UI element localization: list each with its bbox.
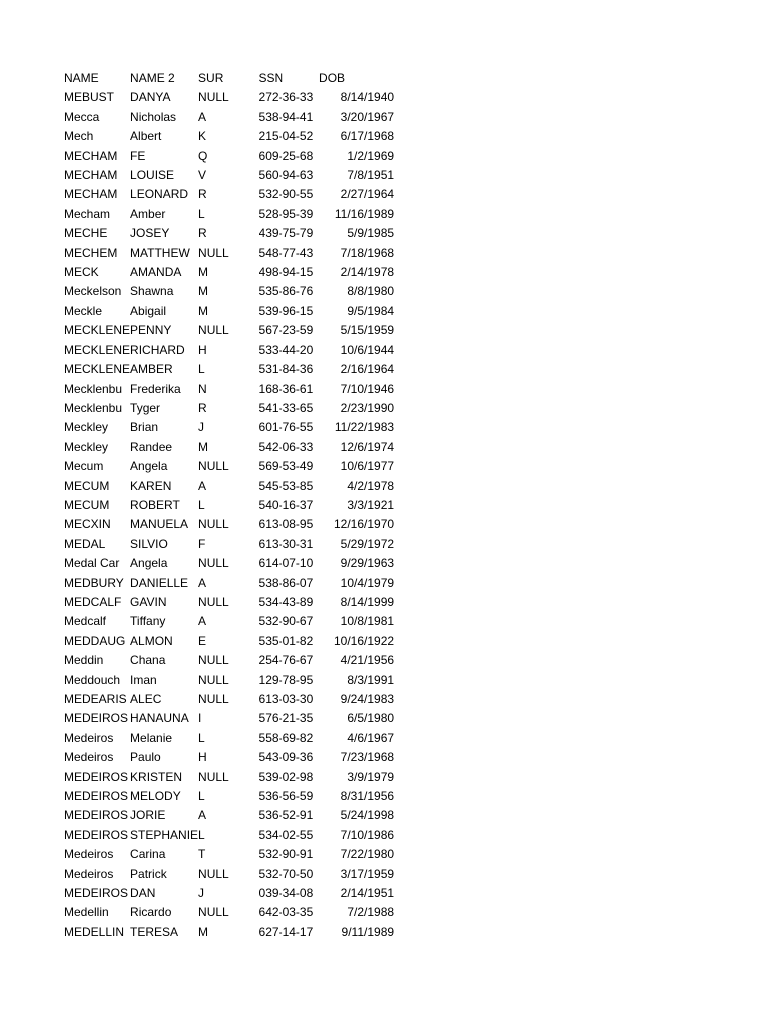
cell-name-2[interactable]: Paulo xyxy=(130,750,161,765)
cell-name-2[interactable]: Angela xyxy=(130,556,168,571)
cell-sur[interactable]: L xyxy=(198,362,205,377)
cell-sur[interactable]: L xyxy=(198,206,205,221)
cell-name[interactable]: MEDEIROS xyxy=(64,711,129,726)
cell-ssn[interactable]: 545-53-85 xyxy=(258,478,314,493)
cell-sur[interactable]: A xyxy=(198,614,207,629)
table-row xyxy=(64,321,394,340)
cell-ssn[interactable]: 532-90-55 xyxy=(258,187,314,202)
cell-sur[interactable]: NULL xyxy=(198,459,229,474)
cell-name-2[interactable]: Iman xyxy=(130,672,157,687)
cell-name[interactable]: MEDEIROS xyxy=(64,769,129,784)
cell-sur[interactable]: R xyxy=(198,187,207,202)
cell-name-2[interactable]: RICHARD xyxy=(130,342,185,357)
cell-name[interactable]: MECKLENE xyxy=(64,342,131,357)
table-row xyxy=(64,632,394,651)
cell-dob[interactable]: 9/5/1984 xyxy=(347,303,395,318)
cell-ssn[interactable]: 535-86-76 xyxy=(258,284,314,299)
cell-name-2[interactable]: JORIE xyxy=(130,808,166,823)
cell-sur[interactable]: E xyxy=(198,633,207,648)
cell-name[interactable]: MEDEIROS xyxy=(64,808,129,823)
cell-dob[interactable]: 10/16/1922 xyxy=(333,633,395,648)
cell-ssn[interactable]: 533-44-20 xyxy=(258,342,314,357)
cell-sur[interactable]: NULL xyxy=(198,653,229,668)
header-ssn[interactable]: SSN xyxy=(258,71,284,85)
table-row xyxy=(64,380,394,399)
cell-ssn[interactable]: 543-09-36 xyxy=(258,750,314,765)
cell-ssn[interactable]: 539-02-98 xyxy=(258,769,314,784)
cell-ssn[interactable]: 535-01-82 xyxy=(258,633,314,648)
cell-ssn[interactable]: 534-43-89 xyxy=(258,594,314,609)
cell-name-2[interactable]: Frederika xyxy=(130,381,181,396)
cell-sur[interactable]: J xyxy=(198,886,205,901)
header-name[interactable]: NAME xyxy=(64,71,99,85)
cell-dob[interactable]: 8/14/1940 xyxy=(340,90,395,105)
table-row xyxy=(64,806,394,825)
table-row xyxy=(64,515,394,534)
cell-name-2[interactable]: HANAUNA xyxy=(130,711,189,726)
cell-ssn[interactable]: 558-69-82 xyxy=(258,730,314,745)
cell-name[interactable]: MEBUST xyxy=(64,90,115,105)
cell-sur[interactable]: NULL xyxy=(198,517,229,532)
table-row xyxy=(64,748,394,767)
cell-ssn[interactable]: 613-03-30 xyxy=(258,692,314,706)
cell-name[interactable]: MECKLENE xyxy=(64,323,131,338)
cell-ssn[interactable]: 560-94-63 xyxy=(258,168,314,183)
cell-dob[interactable]: 6/17/1968 xyxy=(340,129,395,144)
cell-sur[interactable]: NULL xyxy=(198,866,229,881)
cell-name[interactable]: Meckle xyxy=(64,303,103,318)
cell-dob[interactable]: 8/8/1980 xyxy=(347,284,395,299)
cell-sur[interactable]: A xyxy=(198,478,207,493)
cell-dob[interactable]: 9/11/1989 xyxy=(341,924,395,939)
cell-name[interactable]: MECHAM xyxy=(64,168,118,183)
cell-name-2[interactable]: Chana xyxy=(130,653,166,668)
cell-sur[interactable]: V xyxy=(198,168,207,183)
cell-name-2[interactable]: TERESA xyxy=(130,924,179,939)
cell-dob[interactable]: 7/18/1968 xyxy=(340,245,395,260)
cell-dob[interactable]: 4/21/1956 xyxy=(340,653,395,668)
cell-dob[interactable]: 9/24/1983 xyxy=(340,692,395,706)
table-row xyxy=(64,826,394,845)
cell-dob[interactable]: 2/16/1964 xyxy=(340,362,395,377)
cell-name[interactable]: Medeiros xyxy=(64,730,114,745)
cell-sur[interactable]: A xyxy=(198,575,207,590)
table-row xyxy=(64,457,394,476)
table-row xyxy=(64,88,394,107)
cell-sur[interactable]: L xyxy=(198,497,205,512)
cell-ssn[interactable]: 439-75-79 xyxy=(258,226,314,241)
table-row xyxy=(64,535,394,554)
cell-dob[interactable]: 2/14/1978 xyxy=(340,265,395,280)
cell-name-2[interactable]: STEPHANIE xyxy=(130,827,199,842)
cell-name-2[interactable]: Tyger xyxy=(130,400,161,415)
cell-ssn[interactable]: 539-96-15 xyxy=(258,303,314,318)
cell-name[interactable]: Medellin xyxy=(64,905,109,920)
cell-dob[interactable]: 8/31/1956 xyxy=(340,789,395,804)
cell-ssn[interactable]: 168-36-61 xyxy=(258,381,314,396)
cell-ssn[interactable]: 498-94-15 xyxy=(258,265,314,280)
cell-name-2[interactable]: Ricardo xyxy=(130,905,172,920)
cell-name[interactable]: Meckley xyxy=(64,439,109,454)
cell-name-2[interactable]: KAREN xyxy=(130,478,172,493)
cell-ssn[interactable]: 528-95-39 xyxy=(258,206,314,221)
cell-name-2[interactable]: PENNY xyxy=(130,323,172,338)
cell-name-2[interactable]: Carina xyxy=(130,847,166,862)
cell-dob[interactable]: 8/3/1991 xyxy=(347,672,395,687)
cell-name-2[interactable]: DAN xyxy=(130,886,156,901)
cell-dob[interactable]: 7/2/1988 xyxy=(347,905,395,920)
records-table xyxy=(64,69,394,942)
cell-name-2[interactable]: AMANDA xyxy=(130,265,182,280)
header-sur[interactable]: SUR xyxy=(198,71,224,85)
cell-name[interactable]: Meddin xyxy=(64,653,104,668)
cell-dob[interactable]: 6/5/1980 xyxy=(347,711,395,726)
cell-sur[interactable]: L xyxy=(198,730,205,745)
cell-name[interactable]: Mecham xyxy=(64,206,111,221)
cell-ssn[interactable]: 532-90-67 xyxy=(258,614,314,629)
cell-name[interactable]: MEDBURY xyxy=(64,575,124,590)
cell-dob[interactable]: 5/15/1959 xyxy=(340,323,395,338)
cell-sur[interactable]: M xyxy=(198,303,209,318)
cell-name-2[interactable]: Melanie xyxy=(130,730,173,745)
cell-name-2[interactable]: MANUELA xyxy=(130,517,189,532)
cell-name[interactable]: Mecklenbu xyxy=(64,381,123,396)
cell-name[interactable]: MEDEIROS xyxy=(64,827,129,842)
cell-ssn[interactable]: 609-25-68 xyxy=(258,148,314,163)
cell-sur[interactable]: F xyxy=(198,536,206,551)
cell-dob[interactable]: 3/17/1959 xyxy=(340,866,395,881)
cell-sur[interactable]: M xyxy=(198,284,209,299)
cell-name[interactable]: Mecca xyxy=(64,109,100,124)
table-row xyxy=(64,496,394,515)
cell-dob[interactable]: 11/16/1989 xyxy=(334,206,395,221)
cell-dob[interactable]: 2/14/1951 xyxy=(340,886,395,901)
cell-ssn[interactable]: 567-23-59 xyxy=(258,323,314,338)
cell-dob[interactable]: 12/16/1970 xyxy=(333,517,395,532)
cell-name-2[interactable]: Patrick xyxy=(130,866,167,881)
cell-name-2[interactable]: LOUISE xyxy=(130,168,175,183)
table-row xyxy=(64,903,394,922)
table-row xyxy=(64,127,394,146)
cell-ssn[interactable]: 534-02-55 xyxy=(258,827,314,842)
cell-sur[interactable]: R xyxy=(198,226,207,241)
cell-name-2[interactable]: ALMON xyxy=(130,633,173,648)
cell-dob[interactable]: 4/6/1967 xyxy=(347,730,395,745)
table-row xyxy=(64,865,394,884)
cell-name-2[interactable]: AMBER xyxy=(130,362,173,377)
cell-ssn[interactable]: 536-52-91 xyxy=(258,808,314,823)
cell-name-2[interactable]: KRISTEN xyxy=(130,769,183,784)
cell-ssn[interactable]: 540-16-37 xyxy=(258,497,314,512)
table-row xyxy=(64,729,394,748)
cell-name[interactable]: MECXIN xyxy=(64,517,111,532)
cell-name[interactable]: Medcalf xyxy=(64,614,107,629)
table-row xyxy=(64,845,394,864)
cell-name[interactable]: MECHAM xyxy=(64,148,118,163)
cell-name-2[interactable]: GAVIN xyxy=(130,594,167,609)
cell-name-2[interactable]: LEONARD xyxy=(130,187,189,202)
table-row xyxy=(64,147,394,166)
cell-ssn[interactable]: 538-94-41 xyxy=(258,109,314,124)
cell-name[interactable]: Medeiros xyxy=(64,866,114,881)
cell-sur[interactable]: NULL xyxy=(198,769,229,784)
table-row xyxy=(64,418,394,437)
cell-dob[interactable]: 8/14/1999 xyxy=(340,594,395,609)
cell-sur[interactable]: M xyxy=(198,439,209,454)
cell-sur[interactable]: N xyxy=(198,381,207,396)
cell-sur[interactable]: NULL xyxy=(198,323,229,338)
cell-name-2[interactable]: Albert xyxy=(130,129,162,144)
cell-name-2[interactable]: Amber xyxy=(130,206,166,221)
cell-name[interactable]: MEDEIROS xyxy=(64,886,129,901)
header-name-2[interactable]: NAME 2 xyxy=(130,71,175,85)
cell-sur[interactable]: L xyxy=(198,789,205,804)
cell-ssn[interactable]: 541-33-65 xyxy=(258,400,314,415)
cell-ssn[interactable]: 548-77-43 xyxy=(258,245,314,260)
cell-name[interactable]: Meckley xyxy=(64,420,109,435)
cell-dob[interactable]: 5/9/1985 xyxy=(347,226,395,241)
cell-name[interactable]: Medal Car xyxy=(64,556,120,571)
table-row xyxy=(64,709,394,728)
table-row xyxy=(64,282,394,301)
cell-name-2[interactable]: Randee xyxy=(130,439,173,454)
cell-sur[interactable]: NULL xyxy=(198,594,229,609)
cell-dob[interactable]: 7/8/1951 xyxy=(347,168,395,183)
cell-sur[interactable]: NULL xyxy=(198,905,229,920)
cell-name-2[interactable]: Abigail xyxy=(130,303,167,318)
table-row xyxy=(64,263,394,282)
header-row xyxy=(64,69,394,88)
table-row xyxy=(64,244,394,263)
cell-sur[interactable]: Q xyxy=(198,148,208,163)
cell-sur[interactable]: T xyxy=(198,847,206,862)
cell-dob[interactable]: 7/10/1946 xyxy=(340,381,395,396)
cell-sur[interactable]: H xyxy=(198,342,207,357)
cell-name[interactable]: MECUM xyxy=(64,497,110,512)
cell-sur[interactable]: NULL xyxy=(198,672,229,687)
cell-dob[interactable]: 7/22/1980 xyxy=(340,847,395,862)
cell-name[interactable]: Meddouch xyxy=(64,672,121,687)
table-row xyxy=(64,185,394,204)
cell-dob[interactable]: 4/2/1978 xyxy=(347,478,395,493)
spreadsheet-sheet xyxy=(64,69,394,942)
cell-ssn[interactable]: 039-34-08 xyxy=(258,886,314,901)
cell-sur[interactable]: M xyxy=(198,924,209,939)
cell-name[interactable]: MECHE xyxy=(64,226,108,241)
cell-ssn[interactable]: 536-56-59 xyxy=(258,789,314,804)
cell-name[interactable]: MEDELLIN xyxy=(64,924,125,939)
cell-name[interactable]: Mecklenbu xyxy=(64,400,123,415)
cell-dob[interactable]: 3/3/1921 xyxy=(347,497,395,512)
cell-dob[interactable]: 3/9/1979 xyxy=(347,769,395,784)
table-row xyxy=(64,923,394,942)
cell-name-2[interactable]: MELODY xyxy=(130,789,181,804)
cell-name[interactable]: MEDEIROS xyxy=(64,789,129,804)
cell-dob[interactable]: 9/29/1963 xyxy=(340,556,395,571)
cell-ssn[interactable]: 627-14-17 xyxy=(258,924,314,939)
cell-ssn[interactable]: 538-86-07 xyxy=(258,575,314,590)
cell-dob[interactable]: 7/23/1968 xyxy=(340,750,395,765)
cell-ssn[interactable]: 532-70-50 xyxy=(258,866,314,881)
table-row xyxy=(64,768,394,787)
cell-name[interactable]: MECHAM xyxy=(64,187,118,202)
table-row xyxy=(64,787,394,806)
table-row xyxy=(64,612,394,631)
cell-name[interactable]: MEDAL xyxy=(64,536,106,551)
cell-name[interactable]: MECHEM xyxy=(64,245,118,260)
cell-dob[interactable]: 2/27/1964 xyxy=(340,187,395,202)
cell-ssn[interactable]: 254-76-67 xyxy=(258,653,314,668)
cell-name[interactable]: MECKLENE xyxy=(64,362,131,377)
table-row xyxy=(64,438,394,457)
table-row xyxy=(64,360,394,379)
table-row xyxy=(64,884,394,903)
cell-ssn[interactable]: 601-76-55 xyxy=(258,420,314,435)
cell-ssn[interactable]: 613-08-95 xyxy=(258,517,314,532)
cell-name-2[interactable]: Nicholas xyxy=(130,109,177,124)
table-row xyxy=(64,166,394,185)
table-row xyxy=(64,224,394,243)
cell-name-2[interactable]: SILVIO xyxy=(130,536,168,551)
cell-name[interactable]: MECK xyxy=(64,265,99,280)
cell-name[interactable]: MEDDAUG xyxy=(64,633,126,648)
cell-name[interactable]: Mech xyxy=(64,129,94,144)
cell-sur[interactable]: K xyxy=(198,129,207,144)
cell-sur[interactable]: A xyxy=(198,109,207,124)
cell-ssn[interactable]: 542-06-33 xyxy=(258,439,314,454)
cell-name-2[interactable]: MATTHEW xyxy=(130,245,190,260)
cell-name-2[interactable]: JOSEY xyxy=(130,226,170,241)
cell-name[interactable]: Meckelson xyxy=(64,284,122,299)
cell-dob[interactable]: 1/2/1969 xyxy=(347,148,395,163)
cell-dob[interactable]: 5/29/1972 xyxy=(340,536,395,551)
cell-dob[interactable]: 10/6/1977 xyxy=(340,459,395,474)
cell-name-2[interactable]: Angela xyxy=(130,459,168,474)
cell-name[interactable]: Mecum xyxy=(64,459,104,474)
cell-sur[interactable]: M xyxy=(198,265,209,280)
cell-sur[interactable]: A xyxy=(198,808,207,823)
cell-dob[interactable]: 10/4/1979 xyxy=(340,575,395,590)
cell-name[interactable]: MECUM xyxy=(64,478,110,493)
table-row xyxy=(64,593,394,612)
cell-name[interactable]: MEDEARIS xyxy=(64,692,127,706)
cell-ssn[interactable]: 129-78-95 xyxy=(258,672,314,687)
cell-ssn[interactable]: 642-03-35 xyxy=(258,905,314,920)
cell-dob[interactable]: 3/20/1967 xyxy=(340,109,395,124)
cell-name-2[interactable]: DANIELLE xyxy=(130,575,189,590)
cell-ssn[interactable]: 613-30-31 xyxy=(258,536,314,551)
header-dob[interactable]: DOB xyxy=(319,71,346,85)
cell-sur[interactable]: NULL xyxy=(198,90,229,105)
table-row xyxy=(64,302,394,321)
cell-dob[interactable]: 5/24/1998 xyxy=(340,808,395,823)
cell-dob[interactable]: 2/23/1990 xyxy=(340,400,395,415)
table-row xyxy=(64,341,394,360)
cell-name-2[interactable]: ALEC xyxy=(130,692,162,706)
cell-sur[interactable]: I xyxy=(198,711,202,726)
cell-sur[interactable]: L xyxy=(198,827,205,842)
cell-name-2[interactable]: FE xyxy=(130,148,146,163)
cell-ssn[interactable]: 531-84-36 xyxy=(258,362,314,377)
cell-name-2[interactable]: Brian xyxy=(130,420,159,435)
table-row xyxy=(64,477,394,496)
cell-name-2[interactable]: DANYA xyxy=(130,90,171,105)
cell-dob[interactable]: 10/6/1944 xyxy=(340,342,395,357)
cell-ssn[interactable]: 215-04-52 xyxy=(258,129,314,144)
table-row xyxy=(64,671,394,690)
cell-ssn[interactable]: 272-36-33 xyxy=(258,90,314,105)
cell-sur[interactable]: H xyxy=(198,750,207,765)
cell-sur[interactable]: NULL xyxy=(198,692,229,706)
cell-sur[interactable]: NULL xyxy=(198,556,229,571)
table-row xyxy=(64,574,394,593)
cell-ssn[interactable]: 614-07-10 xyxy=(258,556,314,571)
cell-ssn[interactable]: 532-90-91 xyxy=(258,847,314,862)
cell-name[interactable]: MEDCALF xyxy=(64,594,122,609)
cell-dob[interactable]: 10/8/1981 xyxy=(340,614,395,629)
cell-dob[interactable]: 11/22/1983 xyxy=(334,420,395,435)
cell-sur[interactable]: J xyxy=(198,420,205,435)
cell-dob[interactable]: 12/6/1974 xyxy=(340,439,395,454)
cell-name-2[interactable]: Shawna xyxy=(130,284,174,299)
cell-name-2[interactable]: ROBERT xyxy=(130,497,180,512)
table-row xyxy=(64,205,394,224)
table-row xyxy=(64,690,394,709)
cell-sur[interactable]: NULL xyxy=(198,245,229,260)
cell-ssn[interactable]: 569-53-49 xyxy=(258,459,314,474)
cell-name[interactable]: Medeiros xyxy=(64,847,114,862)
cell-sur[interactable]: R xyxy=(198,400,207,415)
table-row xyxy=(64,399,394,418)
cell-name[interactable]: Medeiros xyxy=(64,750,114,765)
table-row xyxy=(64,108,394,127)
cell-dob[interactable]: 7/10/1986 xyxy=(340,827,395,842)
cell-name-2[interactable]: Tiffany xyxy=(130,614,166,629)
cell-ssn[interactable]: 576-21-35 xyxy=(258,711,314,726)
table-row xyxy=(64,651,394,670)
table-row xyxy=(64,554,394,573)
